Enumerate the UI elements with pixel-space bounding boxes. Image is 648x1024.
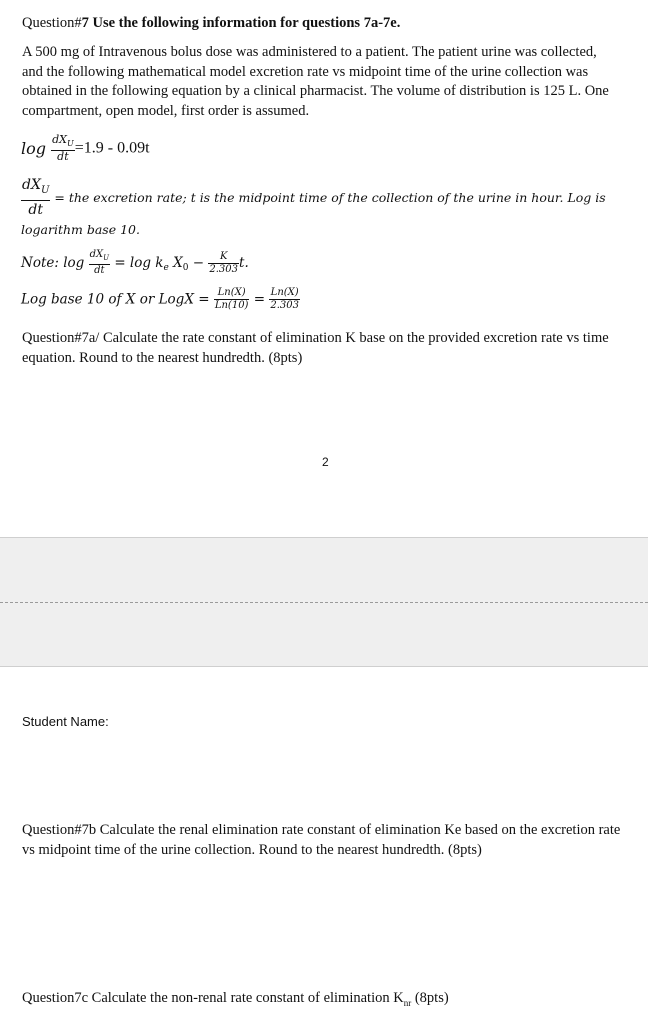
eq-den: dt xyxy=(57,150,69,164)
question-7-title xyxy=(22,14,632,34)
note-k-fraction xyxy=(208,251,239,276)
question-7a: Question#7a/ Calculate the rate constant of elimination K base on the provided excretion rate vs time equation. Round to the nearest hundredth. (8pts) xyxy=(22,330,609,366)
note-k-num: K xyxy=(208,251,239,264)
page-divider xyxy=(0,602,648,603)
logbase-den-1: Ln(10) xyxy=(214,300,249,311)
title-bold: 7 Use the following information for questions 7a-7e. xyxy=(81,15,401,31)
note-ke-sub: e xyxy=(163,263,169,274)
intro-paragraph: A 500 mg of Intravenous bolus dose was administered to a patient. The patient urine was collected, and the following mathematical model excretion rate vs midpoint time of the urine collection was obtained in the following equation by a clinical pharmacist. The volume of distribution is 125 L. One compartment, open model, first order is assumed. xyxy=(22,44,609,119)
note-num: dX xyxy=(89,249,104,260)
logbase-text: Log base 10 of X or LogX = xyxy=(21,291,210,308)
def-num: dX xyxy=(22,177,41,193)
question-7b: Question#7b Calculate the renal elimination rate constant of elimination Ke based on the excretion rate vs midpoint time of the urine collection. Round to the nearest hundredth. (8pts) xyxy=(22,822,621,858)
page-break-gap xyxy=(0,537,648,667)
def-num-sub: U xyxy=(40,184,50,196)
note-mid: = log k xyxy=(114,255,164,271)
note-minus: − xyxy=(192,255,205,271)
note-x: X xyxy=(173,255,183,271)
logbase-den-2: 2.303 xyxy=(270,300,299,311)
note-x-sub: 0 xyxy=(182,263,189,274)
note-label: Note: log xyxy=(21,255,85,271)
def-text: = the excretion rate; t is the midpoint time of the collection of the urine in hour. Log is xyxy=(54,189,606,205)
def-den: dt xyxy=(28,201,43,218)
question-7c xyxy=(22,989,632,1013)
note-end: t. xyxy=(239,255,249,271)
q7c-prefix: Question7c Calculate the non-renal rate constant of elimination K xyxy=(22,990,404,1006)
note-num-sub: U xyxy=(103,254,110,262)
note-fraction xyxy=(89,249,110,277)
eq-num: dX xyxy=(52,133,67,146)
def-text-2: logarithm base 10. xyxy=(21,222,140,237)
eq-num-sub: U xyxy=(66,139,74,149)
logbase-fraction-2 xyxy=(269,287,300,312)
note-k-den: 2.303 xyxy=(209,263,239,275)
main-equation xyxy=(21,134,150,163)
eq-rhs: =1.9 - 0.09t xyxy=(74,139,150,157)
note-den: dt xyxy=(94,265,105,276)
student-name-label: Student Name: xyxy=(22,714,109,729)
page-number: 2 xyxy=(322,455,329,469)
definition-line xyxy=(21,176,641,219)
eq-log: log xyxy=(21,139,46,159)
title-prefix: Question# xyxy=(22,15,82,31)
eq-fraction xyxy=(51,134,75,163)
logbase-eq: = xyxy=(253,291,266,308)
logbase-fraction-1 xyxy=(214,287,250,312)
q7c-suffix: (8pts) xyxy=(414,990,449,1006)
logbase-equation xyxy=(21,287,300,312)
note-equation xyxy=(21,249,249,277)
logbase-num-2: Ln(X) xyxy=(270,287,299,298)
logbase-num-1: Ln(X) xyxy=(214,287,250,300)
q7c-sub: nr xyxy=(403,997,412,1008)
def-fraction xyxy=(21,176,50,219)
